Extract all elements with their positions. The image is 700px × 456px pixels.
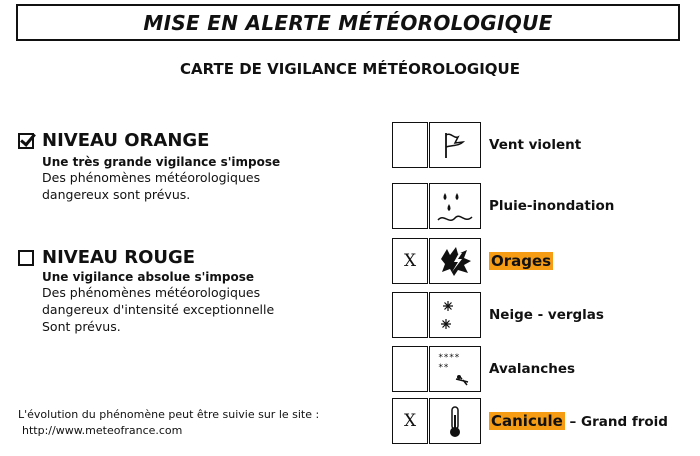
hazard-label: Vent violent	[489, 137, 582, 153]
level-red-subtitle: Une vigilance absolue s'impose	[42, 270, 255, 284]
desc-line: Des phénomènes météorologiques	[42, 285, 261, 300]
level-red	[18, 247, 274, 335]
level-orange-name: NIVEAU ORANGE	[42, 130, 210, 151]
hazard-row-orages	[392, 238, 553, 284]
svg-text:****: ****	[438, 353, 460, 363]
hazard-row-vent	[392, 122, 581, 168]
hazard-row-canicule	[392, 398, 668, 444]
hazard-row-neige	[392, 292, 604, 338]
desc-line: Sont prévus.	[42, 319, 121, 334]
footnote-text: L'évolution du phénomène peut être suivie sur le site :	[18, 408, 320, 421]
hazard-label-suffix: – Grand froid	[569, 414, 668, 430]
hazard-label: Avalanches	[489, 361, 576, 377]
page-title: MISE EN ALERTE MÉTÉOROLOGIQUE	[143, 10, 553, 35]
hazard-label	[489, 252, 553, 270]
title-banner	[16, 4, 680, 41]
level-red-name: NIVEAU ROUGE	[42, 247, 196, 268]
level-orange	[18, 130, 280, 203]
hazard-row-avalanches	[392, 346, 575, 392]
hazard-label-highlight: Canicule	[491, 412, 563, 430]
page-subtitle: CARTE DE VIGILANCE MÉTÉOROLOGIQUE	[180, 60, 520, 78]
hazard-label: Pluie-inondation	[489, 198, 615, 214]
thermometer-icon	[429, 398, 481, 444]
desc-line: Des phénomènes météorologiques	[42, 170, 261, 185]
hazard-label: Neige - verglas	[489, 307, 604, 323]
level-red-description	[42, 284, 274, 335]
hazard-mark	[392, 122, 428, 168]
snowflake-icon	[429, 292, 481, 338]
hazard-label-highlight: Orages	[491, 252, 552, 270]
rain-flood-icon	[429, 183, 481, 229]
desc-line: dangereux d'intensité exceptionnelle	[42, 302, 275, 317]
avalanche-icon	[429, 346, 481, 392]
level-orange-description	[42, 169, 280, 203]
hazard-mark: X	[392, 398, 428, 444]
storm-lightning-icon	[429, 238, 481, 284]
orange-checkbox	[18, 133, 34, 149]
desc-line: dangereux sont prévus.	[42, 187, 191, 202]
hazard-mark: X	[392, 238, 428, 284]
svg-text:**: **	[438, 363, 449, 373]
hazard-mark	[392, 292, 428, 338]
red-checkbox	[18, 250, 34, 266]
hazard-mark	[392, 183, 428, 229]
website-link[interactable]: http://www.meteofrance.com	[22, 424, 183, 437]
hazard-mark	[392, 346, 428, 392]
hazard-label	[489, 412, 668, 430]
hazard-row-pluie	[392, 183, 614, 229]
level-orange-subtitle: Une très grande vigilance s'impose	[42, 155, 281, 169]
footnote	[18, 407, 319, 439]
wind-flag-icon	[429, 122, 481, 168]
